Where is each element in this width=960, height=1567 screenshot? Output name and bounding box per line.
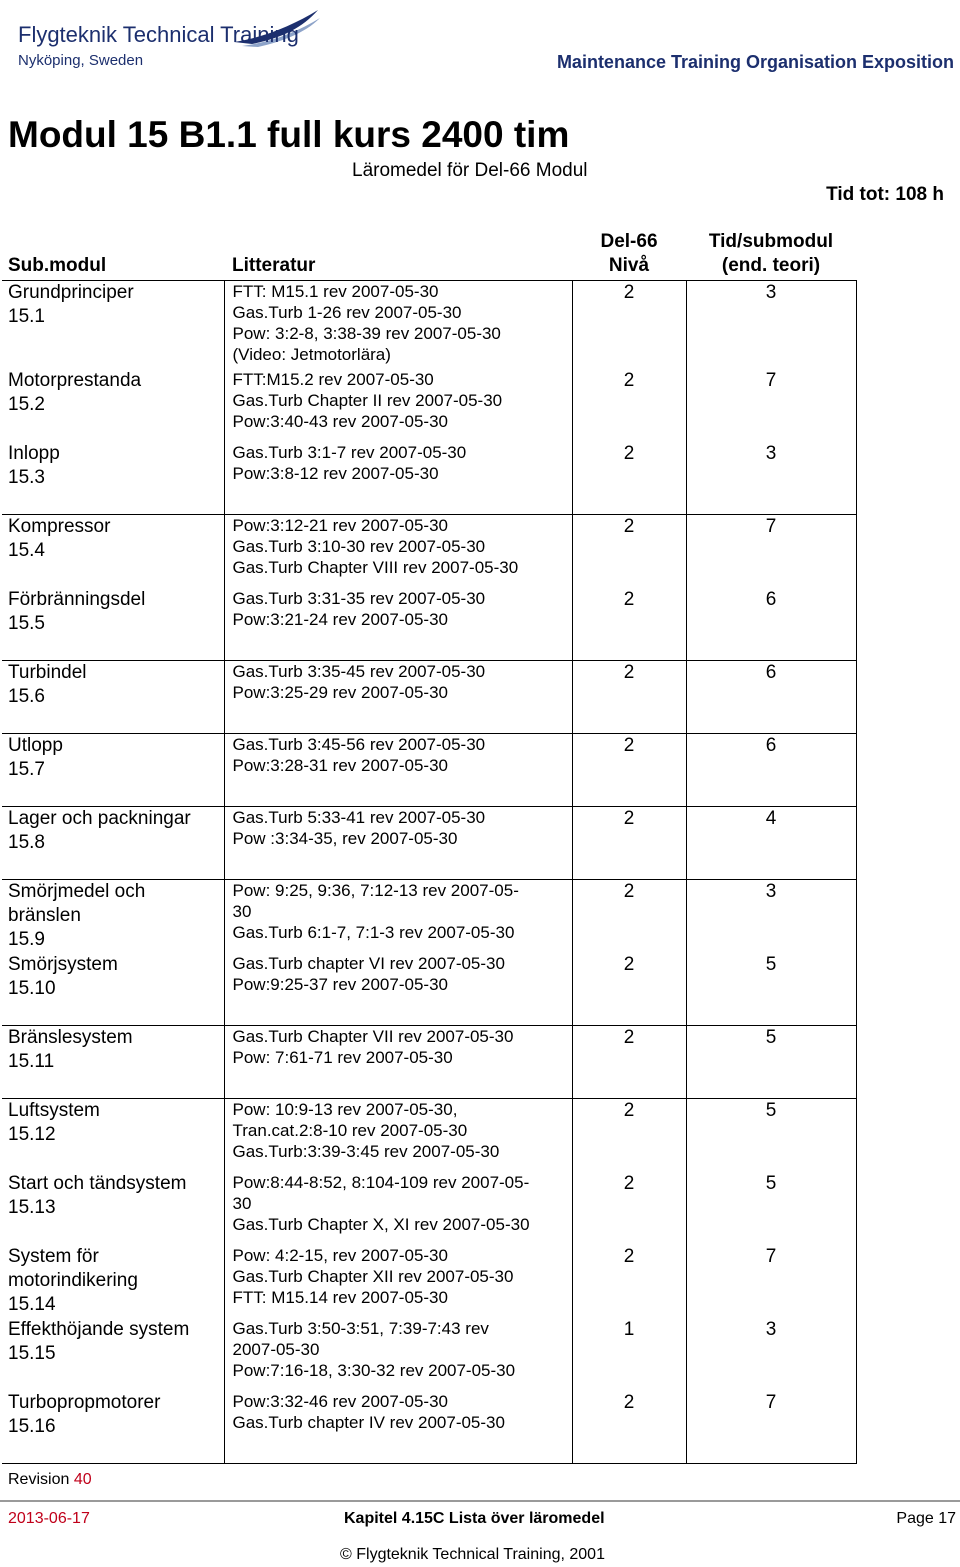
table-row: [2, 515, 856, 588]
table-row: [2, 442, 856, 515]
table-row: [2, 1099, 856, 1172]
header-litteratur: Litteratur: [232, 255, 316, 276]
table-row: [2, 661, 856, 734]
del66-level: 2: [572, 281, 686, 369]
literature-list: Pow: 4:2-15, rev 2007-05-30 Gas.Turb Chapter XII rev 2007-05-30 FTT: M15.14 rev 2007-05-30: [224, 1245, 572, 1318]
document-title: Modul 15 B1.1 full kurs 2400 tim: [8, 114, 570, 155]
submodule-name: Grundprinciper 15.1: [2, 281, 224, 369]
del66-level: 2: [572, 661, 686, 734]
table-header-row: [2, 230, 856, 281]
table-row: [2, 1026, 856, 1099]
footer-divider: [0, 1500, 960, 1502]
submodule-hours: 3: [686, 1318, 856, 1391]
literature-list: Pow:3:32-46 rev 2007-05-30 Gas.Turb chapter IV rev 2007-05-30: [224, 1391, 572, 1464]
submodule-hours: 5: [686, 1172, 856, 1245]
del66-level: 2: [572, 442, 686, 515]
logo-title: Flygteknik Technical Training: [18, 22, 299, 47]
table-row: [2, 734, 856, 807]
submodule-name: Förbränningsdel 15.5: [8, 588, 146, 634]
del66-level: 2: [572, 1172, 686, 1245]
literature-list: Gas.Turb 3:50-3:51, 7:39-7:43 rev 2007-05-30 Pow:7:16-18, 3:30-32 rev 2007-05-30: [224, 1318, 572, 1391]
del66-level: 2: [572, 1099, 686, 1172]
submodule-hours: 3: [686, 442, 856, 515]
submodule-hours: 7: [686, 515, 856, 588]
header-submodul: Sub.modul: [8, 255, 107, 276]
footer-chapter: Kapitel 4.15C Lista över läromedel: [344, 1510, 605, 1527]
literature-list: Gas.Turb 3:31-35 rev 2007-05-30 Pow:3:21-24 rev 2007-05-30: [224, 588, 572, 661]
submodule-hours: 7: [686, 1245, 856, 1318]
submodule-hours: 5: [686, 1026, 856, 1099]
submodule-hours: 3: [686, 281, 856, 369]
table-row: [2, 1245, 856, 1318]
submodule-name: Lager och packningar 15.8: [2, 807, 224, 880]
literature-list: FTT:M15.2 rev 2007-05-30 Gas.Turb Chapter II rev 2007-05-30 Pow:3:40-43 rev 2007-05-30: [224, 369, 572, 442]
submodule-hours: 5: [686, 953, 856, 1026]
footer-copyright: © Flygteknik Technical Training, 2001: [340, 1546, 605, 1563]
literature-list: Pow:8:44-8:52, 8:104-109 rev 2007-05- 30 Gas.Turb Chapter X, XI rev 2007-05-30: [224, 1172, 572, 1245]
total-time: Tid tot: 108 h: [826, 184, 944, 205]
submodule-name: Kompressor 15.4: [2, 515, 224, 588]
logo-location: Nyköping, Sweden: [18, 52, 144, 69]
del66-level: 2: [572, 880, 686, 953]
del66-level: 2: [572, 807, 686, 880]
literature-list: Gas.Turb chapter VI rev 2007-05-30 Pow:9:25-37 rev 2007-05-30: [224, 953, 572, 1026]
submodule-hours: 6: [686, 734, 856, 807]
submodule-name: Smörjsystem 15.10: [8, 953, 118, 999]
header-niva: Del-66 Nivå: [600, 231, 658, 276]
del66-level: 1: [572, 1318, 686, 1391]
table-row: [2, 1318, 856, 1391]
table-row: [2, 1391, 856, 1464]
document-subtitle: Läromedel för Del-66 Modul: [352, 160, 588, 181]
table-row: [2, 588, 856, 661]
del66-level: 2: [572, 953, 686, 1026]
submodule-name: Turbindel 15.6: [2, 661, 224, 734]
submodule-hours: 6: [686, 588, 856, 661]
footer-page-number: Page 17: [896, 1510, 956, 1527]
submodule-name: Start och tändsystem 15.13: [8, 1172, 187, 1218]
table-row: [2, 953, 856, 1026]
submodule-name: Turbopropmotorer 15.16: [2, 1391, 224, 1464]
company-logo: [12, 8, 312, 74]
literature-list: FTT: M15.1 rev 2007-05-30 Gas.Turb 1-26 rev 2007-05-30 Pow: 3:2-8, 3:38-39 rev 2007-05-30 (Video: Jetmotorlära): [224, 281, 572, 369]
footer-date: 2013-06-17: [8, 1510, 90, 1527]
submodule-name: Luftsystem 15.12: [2, 1099, 224, 1172]
submodule-hours: 6: [686, 661, 856, 734]
submodule-name: Smörjmedel och bränslen 15.9: [2, 880, 224, 953]
literature-list: Gas.Turb 3:1-7 rev 2007-05-30 Pow:3:8-12 rev 2007-05-30: [224, 442, 572, 515]
del66-level: 2: [572, 1026, 686, 1099]
course-table: [2, 230, 857, 1464]
literature-list: Gas.Turb 5:33-41 rev 2007-05-30 Pow :3:34-35, rev 2007-05-30: [224, 807, 572, 880]
revision-label: Revision 40: [8, 1471, 92, 1488]
del66-level: 2: [572, 515, 686, 588]
submodule-hours: 7: [686, 369, 856, 442]
submodule-name: Utlopp 15.7: [2, 734, 224, 807]
submodule-name: Motorprestanda 15.2: [8, 369, 142, 415]
submodule-name: Effekthöjande system 15.15: [8, 1318, 190, 1364]
table-row: [2, 281, 856, 369]
literature-list: Pow: 9:25, 9:36, 7:12-13 rev 2007-05- 30 Gas.Turb 6:1-7, 7:1-3 rev 2007-05-30: [224, 880, 572, 953]
table-row: [2, 880, 856, 953]
table-row: [2, 1172, 856, 1245]
revision-number: 40: [73, 1471, 92, 1488]
del66-level: 2: [572, 1391, 686, 1464]
table-row: [2, 807, 856, 880]
submodule-name: Bränslesystem 15.11: [2, 1026, 224, 1099]
del66-level: 2: [572, 588, 686, 661]
literature-list: Gas.Turb Chapter VII rev 2007-05-30 Pow: 7:61-71 rev 2007-05-30: [224, 1026, 572, 1099]
submodule-hours: 4: [686, 807, 856, 880]
submodule-hours: 3: [686, 880, 856, 953]
del66-level: 2: [572, 734, 686, 807]
submodule-hours: 5: [686, 1099, 856, 1172]
table-row: [2, 369, 856, 442]
literature-list: Pow:3:12-21 rev 2007-05-30 Gas.Turb 3:10-30 rev 2007-05-30 Gas.Turb Chapter VIII rev 2007-05-30: [224, 515, 572, 588]
del66-level: 2: [572, 369, 686, 442]
submodule-name: Inlopp 15.3: [8, 442, 60, 488]
literature-list: Pow: 10:9-13 rev 2007-05-30, Tran.cat.2:8-10 rev 2007-05-30 Gas.Turb:3:39-3:45 rev 2007-05-30: [224, 1099, 572, 1172]
submodule-hours: 7: [686, 1391, 856, 1464]
submodule-name: System för motorindikering 15.14: [8, 1245, 138, 1315]
del66-level: 2: [572, 1245, 686, 1318]
literature-list: Gas.Turb 3:35-45 rev 2007-05-30 Pow:3:25-29 rev 2007-05-30: [224, 661, 572, 734]
organisation-title: Maintenance Training Organisation Exposition: [556, 52, 954, 72]
literature-list: Gas.Turb 3:45-56 rev 2007-05-30 Pow:3:28-31 rev 2007-05-30: [224, 734, 572, 807]
header-tid: Tid/submodul (end. teori): [708, 231, 834, 276]
